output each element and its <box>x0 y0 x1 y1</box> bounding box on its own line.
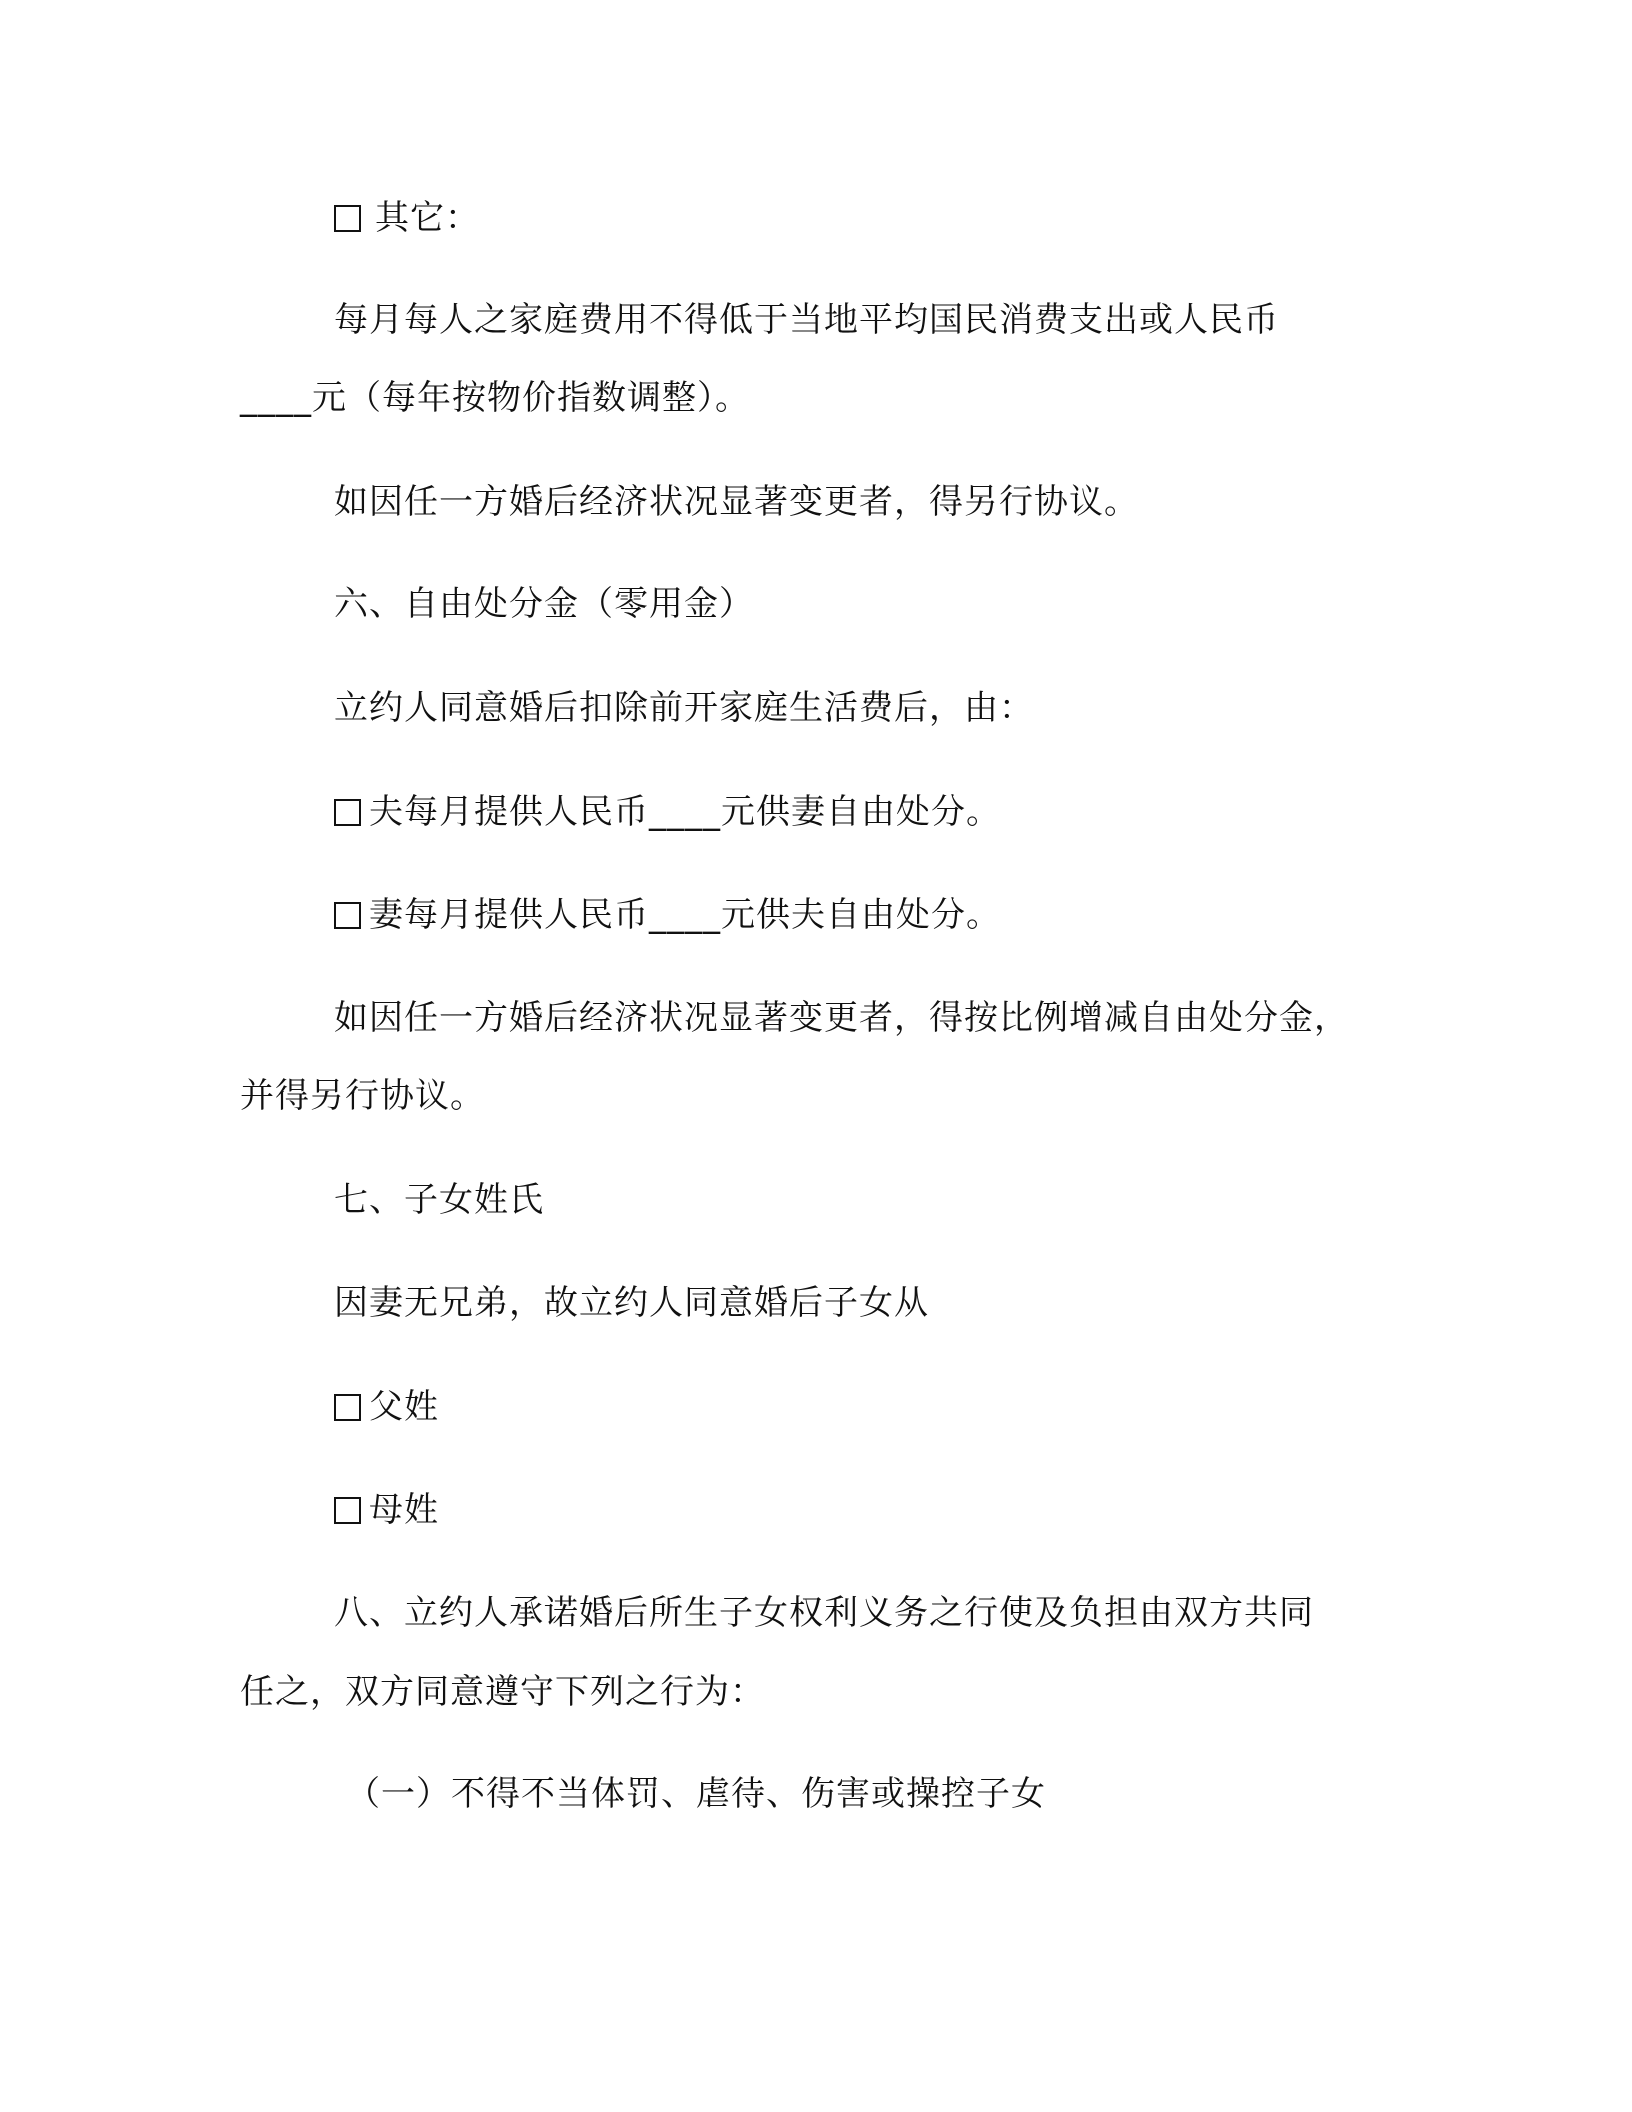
wife-allowance-option <box>334 893 1001 937</box>
line-text: 如因任一方婚后经济状况显著变更者，得按比例增减自由处分金， <box>334 998 1349 1038</box>
paragraph-line <box>240 376 750 420</box>
line-text: 并得另行协议。 <box>240 1076 485 1116</box>
line-text: 因妻无兄弟，故立约人同意婚后子女从 <box>334 1283 929 1323</box>
paragraph-line <box>334 480 1139 524</box>
checkbox-icon[interactable] <box>334 1394 361 1421</box>
husband-allowance-option <box>334 790 1001 834</box>
line-text: 七、子女姓氏 <box>334 1180 544 1220</box>
father-surname-option <box>334 1385 439 1429</box>
paragraph-line <box>240 1670 765 1714</box>
list-item <box>346 1772 1046 1816</box>
section-heading <box>334 1178 544 1222</box>
paragraph-line <box>334 686 1034 730</box>
paragraph-line <box>334 1281 929 1325</box>
mother-surname-option <box>334 1488 439 1532</box>
line-text: 其它： <box>375 198 480 238</box>
line-text: 任之，双方同意遵守下列之行为： <box>240 1672 765 1712</box>
line-text: 夫每月提供人民币____元供妻自由处分。 <box>369 792 1001 832</box>
line-text: 妻每月提供人民币____元供夫自由处分。 <box>369 895 1001 935</box>
other-option-line <box>334 196 480 240</box>
line-text: 母姓 <box>369 1490 439 1530</box>
checkbox-icon[interactable] <box>334 799 361 826</box>
line-text: 立约人同意婚后扣除前开家庭生活费后，由： <box>334 688 1034 728</box>
checkbox-icon[interactable] <box>334 205 361 232</box>
section-heading <box>334 582 754 626</box>
paragraph-line <box>334 996 1349 1040</box>
section-heading <box>334 1591 1314 1635</box>
line-text: 每月每人之家庭费用不得低于当地平均国民消费支出或人民币 <box>334 300 1279 340</box>
line-text: 六、自由处分金（零用金） <box>334 584 754 624</box>
line-text: （一）不得不当体罚、虐待、伤害或操控子女 <box>346 1774 1046 1814</box>
paragraph-line <box>240 1074 485 1118</box>
line-text: 八、立约人承诺婚后所生子女权利义务之行使及负担由双方共同 <box>334 1593 1314 1633</box>
line-text: 如因任一方婚后经济状况显著变更者，得另行协议。 <box>334 482 1139 522</box>
line-text: ____元（每年按物价指数调整）。 <box>240 378 750 418</box>
line-text: 父姓 <box>369 1387 439 1427</box>
checkbox-icon[interactable] <box>334 1497 361 1524</box>
paragraph-line <box>334 298 1279 342</box>
checkbox-icon[interactable] <box>334 902 361 929</box>
